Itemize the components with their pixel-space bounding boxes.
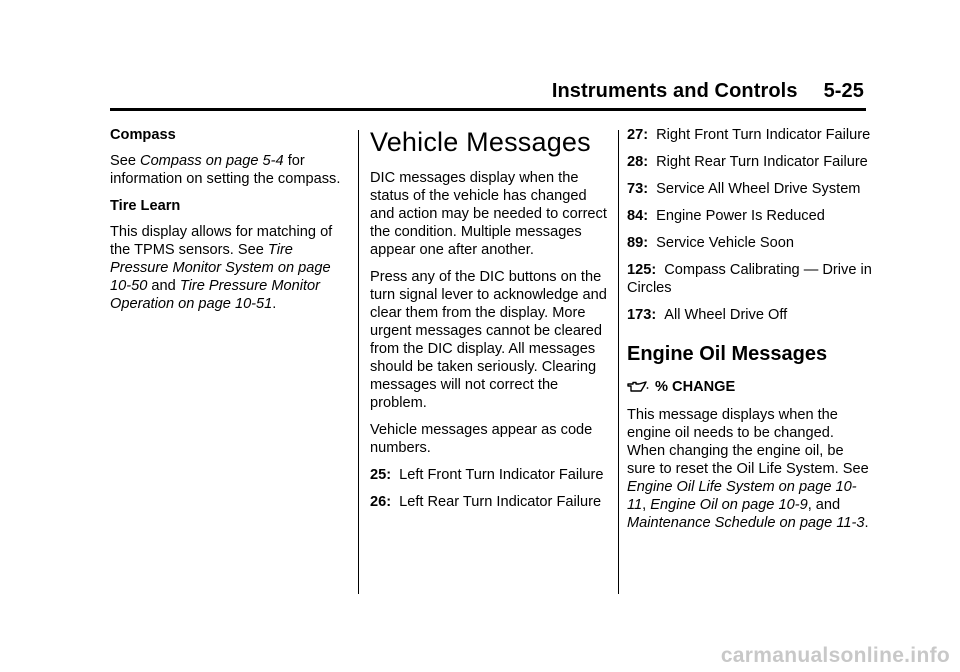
tire-learn-paragraph: This display allows for matching of the TPMS sensors. See Tire Pressure Monitor System on page 10-50 and Tire Pressure Monitor Operation on page 10-51. (110, 224, 333, 312)
watermark: carmanualsonline.info (720, 644, 950, 667)
column-3 (627, 126, 872, 541)
message-code-item: 73: Service All Wheel Drive System (627, 181, 861, 197)
section-title: Instruments and Controls (551, 80, 798, 102)
dic-paragraph-2: Press any of the DIC buttons on the turn signal lever to acknowledge and clear them from the display. More urgent messages cannot be cleared from the DIC display. All messages should be taken seriously. Clearing messages will not correct the problem. (370, 269, 607, 411)
oil-change-label: % CHANGE (655, 379, 736, 395)
message-code-item: 84: Engine Power Is Reduced (627, 208, 825, 224)
column-divider-2 (618, 130, 619, 594)
dic-paragraph-3: Vehicle messages appear as code numbers. (370, 422, 593, 456)
compass-paragraph: See Compass on page 5-4 for information on setting the compass. (110, 153, 341, 187)
page-header (552, 80, 864, 103)
oil-change-heading (627, 378, 872, 396)
message-code-item: 28: Right Rear Turn Indicator Failure (627, 154, 868, 170)
column-1 (110, 126, 346, 322)
column-divider-1 (358, 130, 359, 594)
oil-life-system-ref: Engine Oil Life System on page 10-11 (627, 479, 857, 513)
message-code-item: 125: Compass Calibrating — Drive in Circles (627, 262, 872, 296)
tpms-system-ref: Tire Pressure Monitor System on page 10-50 (110, 242, 331, 294)
message-code-item: 89: Service Vehicle Soon (627, 235, 795, 251)
message-code-item: 173: All Wheel Drive Off (627, 307, 788, 323)
tpms-operation-ref: Tire Pressure Monitor Operation on page 10-51 (110, 278, 320, 312)
message-code-item: 25: Left Front Turn Indicator Failure (370, 467, 604, 483)
engine-oil-ref: Engine Oil on page 10-9 (650, 497, 808, 513)
engine-oil-messages-title: Engine Oil Messages (627, 343, 828, 365)
message-code-item: 27: Right Front Turn Indicator Failure (627, 127, 871, 143)
oil-can-icon (627, 381, 649, 393)
compass-page-ref: Compass on page 5-4 (140, 153, 284, 169)
page-number: 5-25 (823, 80, 864, 102)
header-rule (110, 108, 866, 111)
oil-change-paragraph: This message displays when the engine oil needs to be changed. When changing the engine oil, be sure to reset the Oil Life System. See Engine Oil Life System on page 10-11, Engine Oil on page 10-9, and Maintenance Schedule on page 11-3. (627, 407, 869, 531)
compass-heading: Compass (110, 127, 176, 143)
tire-learn-heading: Tire Learn (110, 198, 181, 214)
maintenance-schedule-ref: Maintenance Schedule on page 11-3 (627, 515, 865, 531)
column-2 (370, 126, 608, 520)
vehicle-messages-title: Vehicle Messages (370, 127, 591, 157)
dic-paragraph-1: DIC messages display when the status of the vehicle has changed and action may be needed to correct the condition. Multiple messages appear one after another. (370, 170, 607, 258)
message-code-item: 26: Left Rear Turn Indicator Failure (370, 494, 602, 510)
